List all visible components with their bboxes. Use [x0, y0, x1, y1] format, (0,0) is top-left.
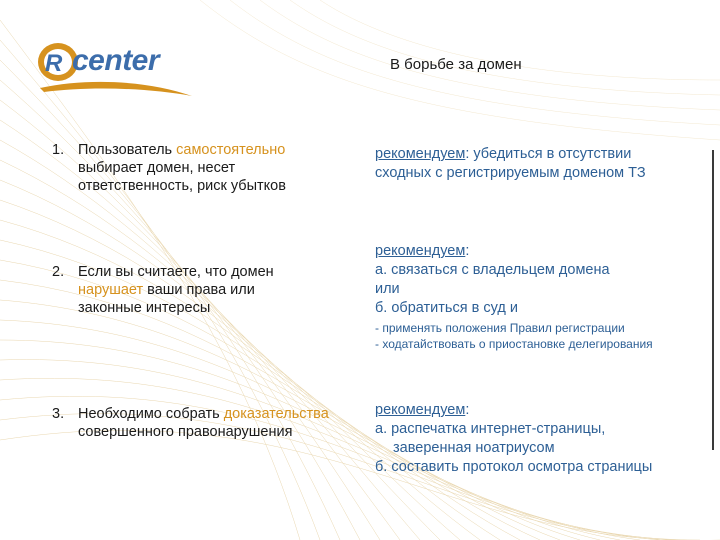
item-highlight: нарушает — [78, 282, 144, 298]
item-text — [78, 405, 342, 441]
item-text-after: ваши права или законные интересы — [78, 282, 255, 316]
item-number: 2. — [52, 264, 65, 280]
recommendation-subitem: - ходатайствовать о приостановке делегирования — [375, 337, 653, 351]
recommendation-text: а. связаться с владельцем домена — [375, 262, 610, 278]
recommend-label: рекомендуем — [375, 146, 466, 162]
list-item — [52, 405, 342, 441]
recommendation-text: убедиться в отсутствии — [473, 146, 632, 162]
recommendation — [375, 401, 715, 477]
recommendation-line: рекомендуем: — [375, 243, 470, 259]
page-title: В борьбе за домен — [390, 56, 522, 73]
item-text-after: выбирает домен, несет ответственность, риск убытков — [78, 160, 286, 194]
item-text-after: совершенного правонарушения — [78, 424, 293, 440]
recommendation-line: рекомендуем: — [375, 402, 470, 418]
item-text-before: Необходимо собрать — [78, 406, 224, 422]
item-number: 3. — [52, 406, 65, 422]
item-number: 1. — [52, 142, 65, 158]
recommendation-text: а. распечатка интернет-страницы, — [375, 421, 606, 437]
logo-mark-r: R — [45, 50, 63, 77]
recommendation-text: заверенная ноатриусом — [393, 440, 555, 456]
item-text — [78, 141, 352, 195]
item-text-before: Пользователь — [78, 142, 177, 158]
recommendation-text: сходных с регистрируемым доменом ТЗ — [375, 165, 646, 181]
recommendation-text: б. обратиться в суд и — [375, 300, 518, 316]
recommendation — [375, 145, 705, 183]
item-text — [78, 263, 322, 317]
item-highlight: самостоятельно — [176, 142, 286, 158]
recommendation-text: или — [375, 281, 400, 297]
list-item — [52, 141, 352, 195]
recommendation-text: б. составить протокол осмотра страницы — [375, 459, 653, 475]
recommendation-subitem: - применять положения Правил регистрации — [375, 321, 625, 335]
recommendation-line: рекомендуем: убедиться в отсутствии — [375, 146, 632, 162]
item-text-before: Если вы считаете, что домен — [78, 264, 274, 280]
logo-wordmark: center — [72, 44, 160, 77]
recommendation — [375, 242, 715, 352]
item-highlight: доказательства — [223, 406, 329, 422]
recommend-label: рекомендуем — [375, 402, 466, 418]
recommend-label: рекомендуем — [375, 243, 466, 259]
list-item — [52, 263, 322, 317]
